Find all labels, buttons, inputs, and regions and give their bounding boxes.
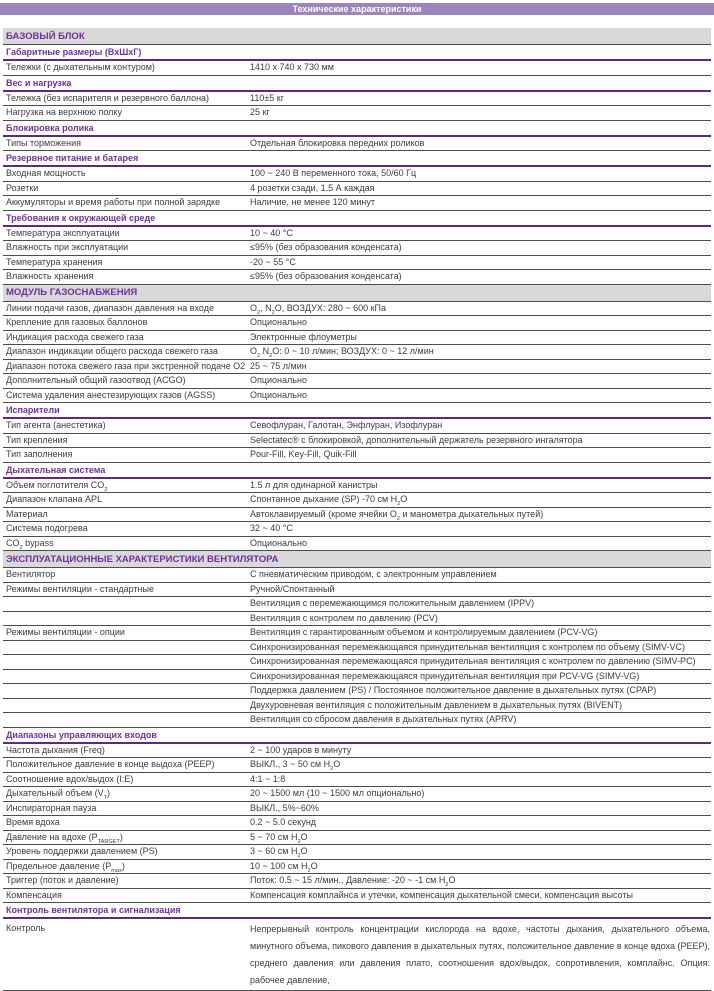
subsection-header: Габаритные размеры (ВхШхГ) [3, 45, 711, 61]
table-row [3, 713, 711, 728]
subsection-header: Дыхательная система [3, 463, 711, 479]
spec-value: 100 ~ 240 В переменного тока, 50/60 Гц [250, 168, 417, 178]
table-row [3, 374, 711, 389]
table-row [3, 137, 711, 152]
spec-value: Ручной/Спонтанный [250, 583, 335, 594]
subsection-header: Диапазоны управляющих входов [3, 728, 711, 744]
spec-label: Аккумуляторы и время работы при полной зарядке [6, 197, 221, 207]
table-row [3, 919, 711, 991]
table-row [3, 448, 711, 463]
table-row [3, 641, 711, 656]
spec-value: Синхронизированная перемежающаяся принудительная вентиляция с контролем по объему (SIMV-VC) [250, 641, 686, 652]
subsection-header: Вес и нагрузка [3, 76, 711, 92]
table-row [3, 597, 711, 612]
spec-label: Материал [6, 508, 48, 519]
spec-label: Система подогрева [6, 523, 88, 533]
subsection-header: Испарители [3, 403, 711, 419]
spec-value: ≤95% (без образования конденсата) [250, 271, 402, 281]
spec-value: С пневматическим приводом, с электронным управлением [250, 569, 497, 579]
spec-label [3, 675, 248, 677]
spec-label [3, 646, 248, 648]
table-row [3, 773, 711, 788]
spec-label: Компенсация [6, 889, 62, 900]
spec-label: Типы торможения [6, 137, 81, 148]
table-row [3, 537, 711, 552]
spec-label: Нагрузка на верхнюю полку [6, 107, 122, 117]
spec-label: Розетки [6, 182, 39, 193]
spec-label [3, 719, 248, 721]
spec-label: Положительное давление в конце выдоха (PEEP) [6, 759, 215, 769]
table-row [3, 831, 711, 846]
page-title: Технические характеристики [292, 4, 422, 14]
spec-label: $CO_2$ bypass [6, 537, 54, 551]
spec-value: Автоклавируемый (кроме ячейки $O_2$ и манометра дыхательных путей) [250, 508, 544, 522]
spec-label: Соотношение вдох/выдох (I:E) [6, 773, 134, 784]
table-row [3, 419, 711, 434]
spec-label: Тележка (без испарителя и резервного баллона) [6, 92, 210, 103]
spec-label: Диапазон потока свежего газа при экстренной подаче O2 [6, 360, 246, 371]
spec-label: Контроль [6, 923, 46, 933]
spec-value: 10 ~ 100 см $H_2O$ [250, 860, 318, 874]
table-row [3, 241, 711, 256]
table-row [3, 196, 711, 211]
spec-label [3, 603, 248, 605]
table-row [3, 816, 711, 831]
table-row [3, 758, 711, 773]
table-row [3, 744, 711, 759]
spec-value: 1410 x 740 x 730 мм [250, 62, 334, 72]
table-row [3, 802, 711, 817]
spec-label: Объем поглотителя $CO_2$ [6, 479, 108, 493]
table-row [3, 345, 711, 360]
spec-value: Двухуровневая вентиляция с положительным давлением в дыхательных путях (BIVENT) [250, 699, 623, 710]
spec-label: Система удаления анестезирующих газов (AGSS) [6, 389, 216, 400]
table-row [3, 92, 711, 107]
spec-value: ВЫКЛ., 5%~60% [250, 802, 319, 813]
subsection-header: Контроль вентилятора и сигнализация [3, 903, 711, 919]
spec-value: 1.5 л для одинарной канистры [250, 479, 378, 490]
spec-label: Влажность хранения [6, 271, 94, 281]
table-row [3, 106, 711, 121]
spec-label: Диапазон клапана APL [6, 494, 103, 504]
spec-label: Крепление для газовых баллонов [6, 317, 148, 327]
spec-label: Линии подачи газов, диапазон давления на входе [6, 302, 214, 313]
table-row [3, 302, 711, 317]
spec-value: Спонтанное дыхание (SP) -70 см $H_2O$ [250, 494, 408, 507]
spec-label: Входная мощность [6, 168, 86, 178]
spec-label: Температура эксплуатации [6, 227, 120, 238]
spec-label: Триггер (поток и давление) [6, 875, 119, 885]
spec-label: Уровень поддержки давлением (PS) [6, 846, 158, 856]
subsection-header: Блокировка ролика [3, 121, 711, 137]
spec-value: Синхронизированная перемежающаяся принудительная вентиляция с контролем по давлению (SIMV-PC) [250, 656, 696, 666]
spec-value: Синхронизированная перемежающаяся принудительная вентиляция при PCV-VG (SIMV-VG) [250, 670, 640, 681]
spec-label: Влажность при эксплуатации [6, 242, 129, 252]
table-row [3, 508, 711, 523]
spec-value: Опционально [250, 537, 307, 548]
spec-value: 25 кг [250, 107, 270, 117]
table-row [3, 684, 711, 699]
spec-label [3, 661, 248, 663]
table-row [3, 493, 711, 508]
spec-value: -20 ~ 55 °C [250, 256, 296, 267]
spec-value: Вентиляция со сбросом давления в дыхательных путях (APRV) [250, 714, 517, 724]
table-row [3, 434, 711, 449]
spec-value: Вентиляция с перемежающимся положительным давлением (IPPV) [250, 598, 535, 608]
table-row [3, 583, 711, 598]
spec-label: Тип крепления [6, 434, 68, 445]
spec-value: 10 ~ 40 °C [250, 227, 293, 238]
spec-label: Дополнительный общий газоотвод (ACGO) [6, 375, 186, 385]
spec-value: Вентиляция с контролем по давлению (PCV) [250, 612, 438, 623]
spec-label: Температура хранения [6, 256, 103, 267]
subsection-header: Резервное питание и батарея [3, 151, 711, 167]
table-row [3, 699, 711, 714]
spec-value: 32 ~ 40 °C [250, 523, 293, 533]
title-bar [0, 3, 714, 15]
table-row [3, 316, 711, 331]
table-row [3, 479, 711, 494]
table-row [3, 787, 711, 802]
spec-label: Вентилятор [6, 569, 56, 579]
table-row [3, 655, 711, 670]
table-row [3, 227, 711, 242]
spec-value: ≤95% (без образования конденсата) [250, 242, 402, 252]
spec-value: $O_2$ $N_2O$: 0 ~ 10 л/мин; ВОЗДУХ: 0 ~ 12 л/мин [250, 346, 434, 359]
table-row [3, 874, 711, 889]
spec-value: 20 ~ 1500 мл (10 ~ 1500 мл опционально) [250, 788, 425, 798]
spec-label: Давление на вдохе $(P_{TARGET})$ [6, 831, 123, 845]
spec-label [3, 704, 248, 706]
table-row [3, 860, 711, 875]
spec-value: Непрерывный контроль концентрации кислорода на вдохе, частоты дыхания, дыхательного объема, минутного объема, пикового давления в дыхательных путях, положительное давление в конце вдоха (PEEP), среднего давления или давления плато, соотношения вдох/выдох, сопротивления, комплайнс. Опция: рабочее давление, [250, 924, 710, 985]
spec-label: Диапазон индикации общего расхода свежего газа [6, 346, 218, 356]
spec-value: 110±5 кг [250, 92, 285, 103]
spec-value: Опционально [250, 389, 307, 400]
table-row [3, 167, 711, 182]
spec-value: Поток: 0.5 ~ 15 л/мин., Давление: -20 ~ -1 см $H_2O$ [250, 875, 456, 888]
spec-label: Предельное давление $(P_{max})$ [6, 860, 125, 874]
spec-value: $O_2$, $N_2O$, ВОЗДУХ: 280 ~ 600 кПа [250, 302, 387, 316]
spec-label: Режимы вентиляции - стандартные [6, 583, 154, 594]
spec-label: Индикация расхода свежего газа [6, 331, 144, 342]
table-row [3, 360, 711, 375]
spec-value: Электронные флоуметры [250, 331, 357, 342]
spec-value: Опционально [250, 317, 307, 327]
spec-value: 5 ~ 70 см $H_2O$ [250, 831, 308, 845]
table-row [3, 626, 711, 641]
spec-label [3, 617, 248, 619]
table-row [3, 256, 711, 271]
table-row [3, 568, 711, 583]
spec-label: Тип агента (анестетика) [6, 420, 106, 430]
spec-value: Севофлуран, Галотан, Энфлуран, Изофлуран [250, 420, 443, 430]
table-row [3, 389, 711, 404]
spec-value: ВЫКЛ., 3 ~ 50 см $H_2O$ [250, 759, 341, 772]
table-row [3, 522, 711, 537]
section-header: ЭКСПЛУАТАЦИОННЫЕ ХАРАКТЕРИСТИКИ ВЕНТИЛЯТОРА [3, 551, 711, 568]
spec-label: Инспираторная пауза [6, 802, 97, 813]
subsection-header: Требования к окружающей среде [3, 211, 711, 227]
spec-value: 25 ~ 75 л/мин [250, 360, 307, 371]
spec-label: Режимы вентиляции - опции [6, 627, 125, 637]
spec-value: Опционально [250, 375, 307, 385]
table-row [3, 612, 711, 627]
spec-table [3, 28, 711, 991]
spec-label [3, 690, 248, 692]
table-row [3, 270, 711, 285]
spec-value: Selectatec® с блокировкой, дополнительный держатель резервного ингалятора [250, 434, 583, 445]
spec-value: Компенсация комплайнса и утечки, компенсация дыхательной смеси, компенсация высоты [250, 889, 633, 900]
spec-label: Тип заполнения [6, 449, 73, 459]
spec-label: Тележки (с дыхательным контуром) [6, 62, 155, 72]
spec-value: 3 ~ 60 см $H_2O$ [250, 846, 308, 859]
spec-value: Наличие, не менее 120 минут [250, 197, 375, 207]
spec-value: 2 ~ 100 ударов в минуту [250, 744, 352, 755]
spec-label: Дыхательный объем $(V_T)$ [6, 788, 111, 801]
section-header: МОДУЛЬ ГАЗОСНАБЖЕНИЯ [3, 285, 711, 302]
spec-value: 4 розетки сзади, 1.5 А каждая [250, 182, 375, 193]
section-header: БАЗОВЫЙ БЛОК [3, 28, 711, 45]
spec-value: 0.2 ~ 5.0 секунд [250, 817, 317, 827]
spec-value: Отдельная блокировка передних роликов [250, 137, 425, 148]
spec-label: Время вдоха [6, 817, 60, 827]
table-row [3, 331, 711, 346]
table-row [3, 182, 711, 197]
spec-label: Частота дыхания (Freq) [6, 744, 105, 755]
table-row [3, 889, 711, 904]
spec-value: Pour-Fill, Key-Fill, Quik-Fill [250, 449, 357, 459]
spec-value: Поддержка давлением (PS) / Постоянное положительное давление в дыхательных путях (CPAP) [250, 685, 657, 695]
spec-value: 4:1 ~ 1:8 [250, 773, 286, 784]
table-row [3, 670, 711, 685]
table-row [3, 61, 711, 76]
table-row [3, 845, 711, 860]
spec-value: Вентиляция с гарантированным объемом и контролируемым давлением (PCV-VG) [250, 627, 598, 637]
